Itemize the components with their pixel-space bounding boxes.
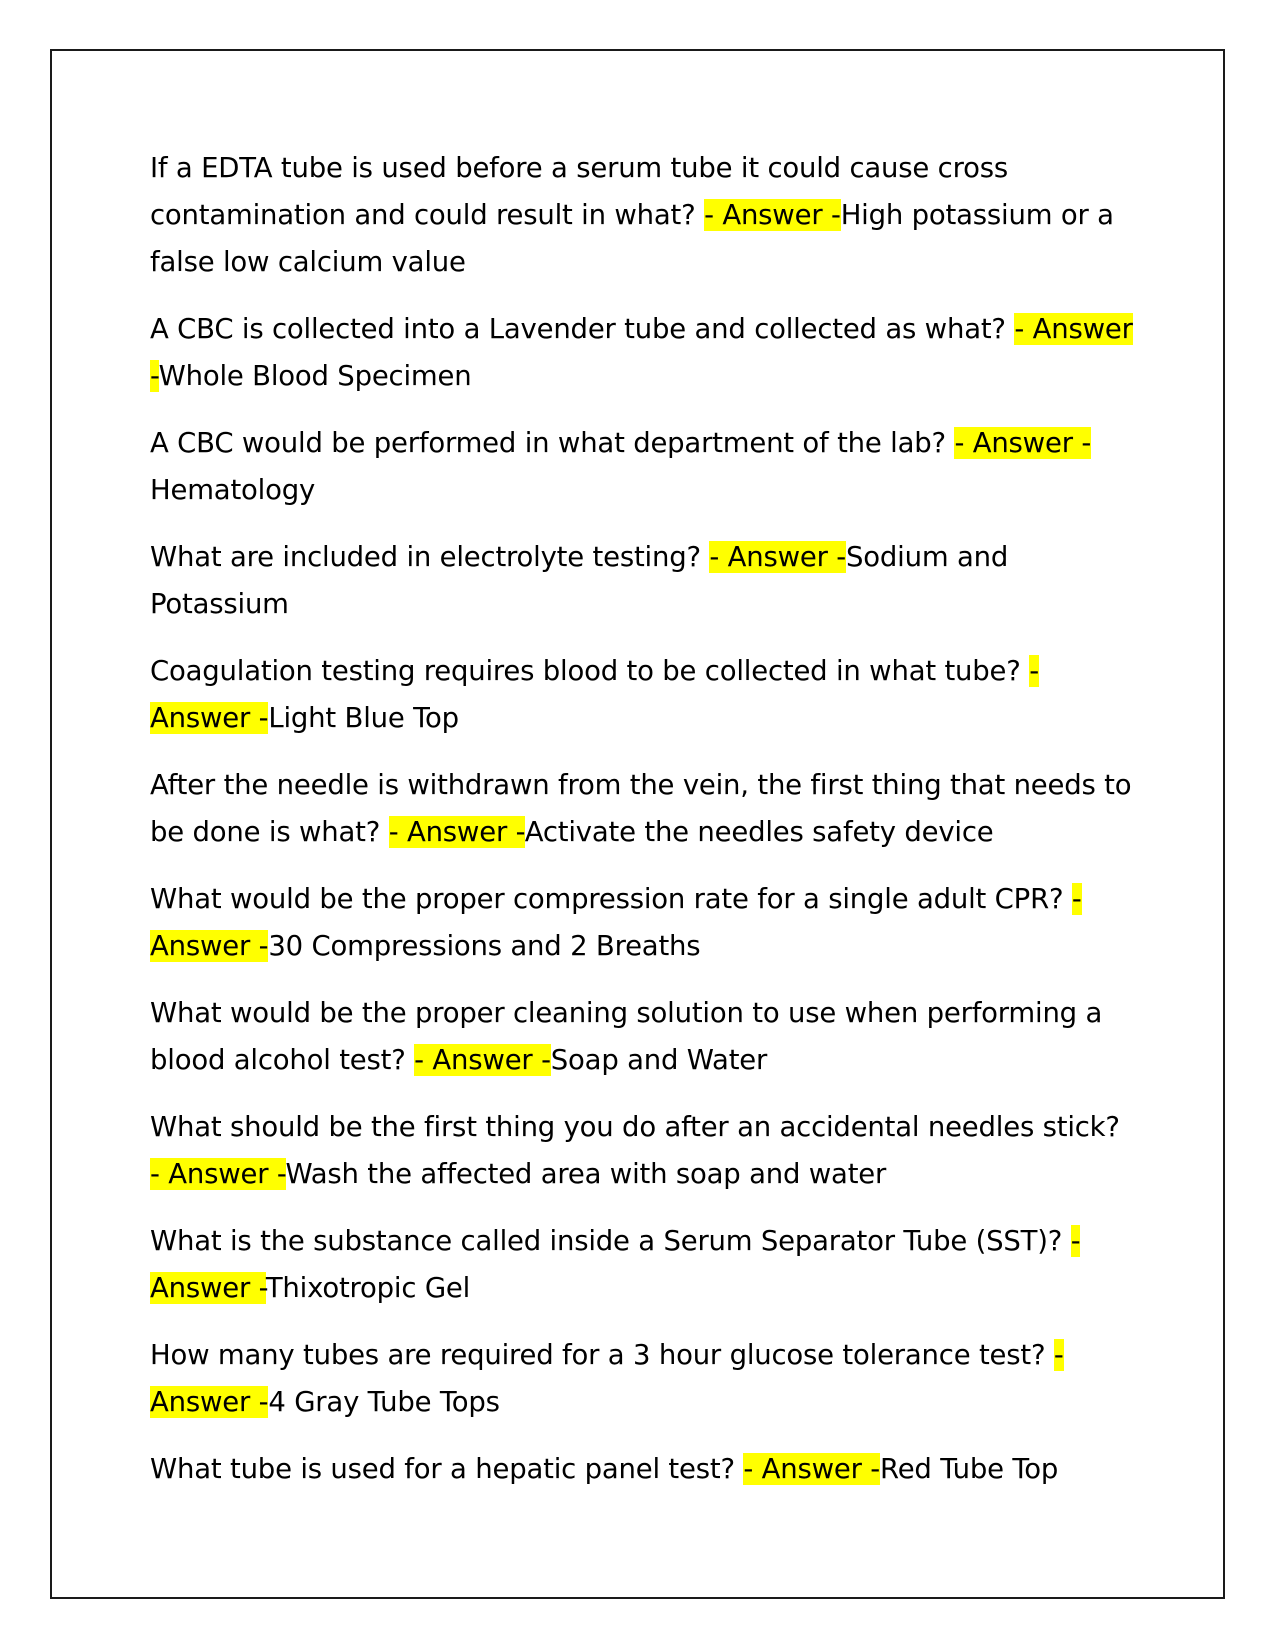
answer-text: Soap and Water	[550, 1044, 768, 1076]
qa-item-10	[150, 1218, 1135, 1312]
answer-text: High potassium or a false low calcium value	[150, 199, 1114, 278]
question-text: What would be the proper compression rate for a single adult CPR?	[150, 883, 1072, 915]
answer-text: Light Blue Top	[268, 702, 459, 734]
question-text: After the needle is withdrawn from the vein, the first thing that needs to be done is what?	[150, 769, 1132, 848]
qa-item-12	[150, 1446, 1135, 1493]
question-text: A CBC would be performed in what department of the lab?	[150, 427, 955, 459]
question-text: Coagulation testing requires blood to be collected in what tube?	[150, 655, 1030, 687]
answer-marker: - Answer -	[704, 199, 841, 231]
qa-item-7	[150, 876, 1135, 970]
answer-marker: - Answer -	[388, 816, 525, 848]
answer-text: 30 Compressions and 2 Breaths	[268, 930, 701, 962]
answer-marker: - Answer -	[150, 1339, 1064, 1418]
qa-item-1	[150, 145, 1135, 286]
question-text: What tube is used for a hepatic panel test?	[150, 1453, 744, 1485]
document-body	[150, 145, 1135, 1513]
question-text: If a EDTA tube is used before a serum tube it could cause cross contamination and could result in what?	[150, 152, 1008, 231]
answer-marker: - Answer -	[414, 1044, 551, 1076]
qa-item-2	[150, 306, 1135, 400]
answer-marker: - Answer -	[150, 1158, 286, 1190]
answer-text: Wash the affected area with soap and water	[285, 1158, 887, 1190]
question-text: What would be the proper cleaning solution to use when performing a blood alcohol test?	[150, 997, 1103, 1076]
answer-text: Red Tube Top	[880, 1453, 1059, 1485]
answer-text: Thixotropic Gel	[265, 1272, 471, 1304]
answer-text: Hematology	[150, 474, 316, 506]
question-text: A CBC is collected into a Lavender tube and collected as what?	[150, 313, 1015, 345]
qa-item-6	[150, 762, 1135, 856]
answer-marker: - Answer -	[709, 541, 847, 573]
answer-marker: - Answer -	[150, 655, 1039, 734]
qa-item-4	[150, 534, 1135, 628]
question-text: What should be the first thing you do after an accidental needles stick?	[150, 1111, 1120, 1143]
answer-marker: - Answer -	[150, 1225, 1081, 1304]
question-text: What is the substance called inside a Serum Separator Tube (SST)?	[150, 1225, 1071, 1257]
answer-marker: - Answer -	[954, 427, 1092, 459]
answer-text: 4 Gray Tube Tops	[268, 1386, 500, 1418]
qa-item-9	[150, 1104, 1135, 1198]
answer-text: Activate the needles safety device	[524, 816, 994, 848]
answer-marker: - Answer -	[743, 1453, 881, 1485]
qa-item-8	[150, 990, 1135, 1084]
question-text: How many tubes are required for a 3 hour glucose tolerance test?	[150, 1339, 1054, 1371]
answer-text: Whole Blood Specimen	[158, 360, 472, 392]
question-text: What are included in electrolyte testing?	[150, 541, 710, 573]
qa-item-3	[150, 420, 1135, 514]
answer-marker: - Answer -	[150, 313, 1133, 392]
qa-item-5	[150, 648, 1135, 742]
qa-item-11	[150, 1332, 1135, 1426]
answer-marker: - Answer -	[150, 883, 1082, 962]
answer-text: Sodium and Potassium	[150, 541, 1009, 620]
